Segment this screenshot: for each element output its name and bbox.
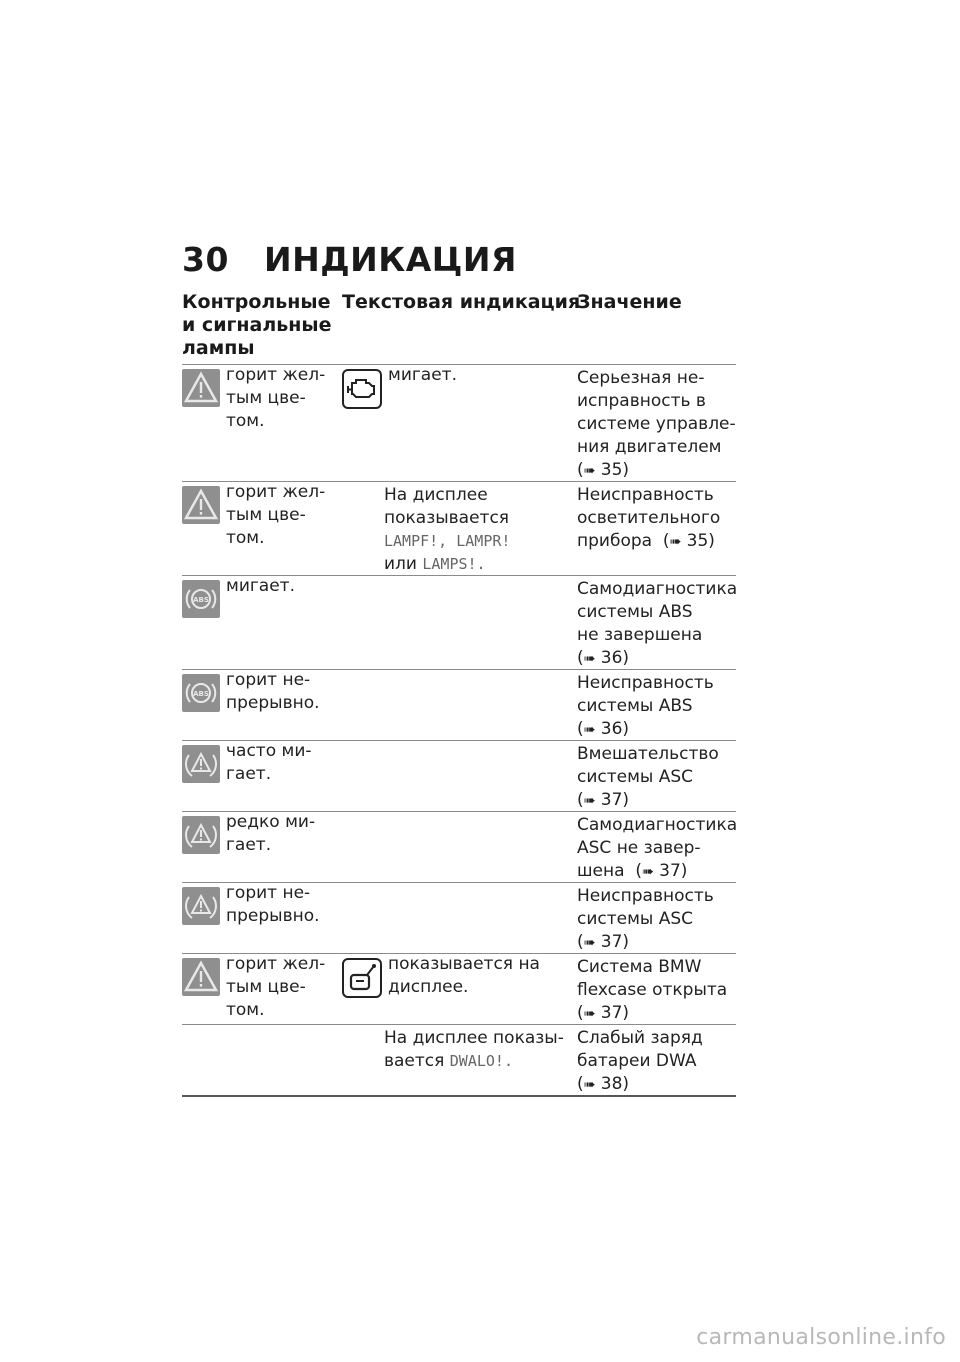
meaning-text: Вмешательство системы ASC (➠ 37) [577, 744, 719, 810]
column-header-lamps-line: и сигнальные [182, 314, 332, 336]
lamp-condition: горит не- прерывно. [226, 670, 320, 713]
meaning-text: Серьезная не- исправность в системе управле- ния двигателем (➠ 35) [577, 368, 736, 480]
page-reference-arrow-icon: ➠ [642, 864, 654, 880]
page-reference[interactable]: 37) [600, 790, 630, 810]
column-header-meaning: Значение [577, 291, 682, 313]
warning-triangle-icon [182, 486, 220, 524]
svg-text:ABS: ABS [193, 690, 209, 698]
page-reference[interactable]: 35) [600, 460, 630, 480]
lamp-condition: горит не- прерывно. [226, 883, 320, 926]
page-reference[interactable]: 38) [600, 1074, 630, 1094]
page-reference-arrow-icon: ➠ [669, 534, 682, 550]
page-reference[interactable]: 36) [600, 719, 630, 739]
page-reference[interactable]: 37) [600, 1003, 630, 1023]
column-header-lamps-line: лампы [182, 337, 255, 359]
watermark: carmanualsonline.info [696, 1325, 946, 1350]
page-reference-arrow-icon: ➠ [583, 1077, 596, 1093]
asc-icon [182, 887, 220, 925]
page-reference-arrow-icon: ➠ [583, 722, 596, 738]
meaning-text: Слабый заряд батареи DWA (➠ 38) [577, 1028, 703, 1094]
page-reference-arrow-icon: ➠ [583, 1006, 596, 1022]
lamp-condition: мигает. [226, 576, 295, 596]
flexcase-icon [342, 958, 382, 998]
page-reference-arrow-icon: ➠ [583, 651, 596, 667]
lamp-condition: горит жел- тым цве- том. [226, 482, 326, 548]
warning-triangle-icon [182, 369, 220, 407]
display-code: LAMPF!, LAMPR! [384, 532, 511, 550]
column-header-lamps-line: Контрольные [182, 291, 331, 313]
lamp-condition: горит жел- тым цве- том. [226, 954, 326, 1020]
asc-icon [182, 745, 220, 783]
meaning-text: Неисправность осветительного прибора (➠ 35) [577, 485, 721, 551]
meaning-text: Неисправность системы ASC (➠ 37) [577, 886, 714, 952]
display-text: На дисплее показывается LAMPF!, LAMPR! или LAMPS!. [384, 484, 564, 576]
display-text: показывается на дисплее. [388, 954, 540, 997]
display-text: мигает. [388, 365, 457, 385]
page-number: 30 [182, 240, 229, 279]
display-code: DWALO!. [449, 1052, 513, 1070]
section-title: ИНДИКАЦИЯ [264, 240, 517, 279]
page-reference-arrow-icon: ➠ [583, 793, 596, 809]
asc-icon [182, 816, 220, 854]
lamp-condition: горит жел- тым цве- том. [226, 365, 326, 431]
page-reference[interactable]: 36) [600, 648, 630, 668]
page-reference[interactable]: 37) [659, 861, 688, 881]
meaning-text: Система BMW flexcase открыта (➠ 37) [577, 957, 728, 1023]
meaning-text: Самодиагностика ASC не завер- шена (➠ 37) [577, 815, 738, 881]
abs-icon [182, 580, 220, 618]
abs-icon [182, 674, 220, 712]
lamp-condition: редко ми- гает. [226, 812, 316, 855]
svg-text:ABS: ABS [193, 596, 209, 604]
warning-triangle-icon [182, 958, 220, 996]
page-reference[interactable]: 35) [686, 531, 715, 551]
display-text: На дисплее показы- вается DWALO!. [384, 1028, 564, 1071]
display-code: LAMPS!. [422, 555, 486, 573]
page-reference-arrow-icon: ➠ [583, 463, 596, 479]
page-reference[interactable]: 37) [600, 932, 630, 952]
engine-icon [342, 369, 382, 409]
column-header-display: Текстовая индикация [342, 291, 581, 313]
meaning-text: Самодиагностика системы ABS не завершена (➠ 36) [577, 579, 738, 668]
page-header [182, 240, 517, 279]
column-header-lamps [182, 291, 332, 360]
meaning-text: Неисправность системы ABS (➠ 36) [577, 673, 714, 739]
page-reference-arrow-icon: ➠ [583, 935, 596, 951]
lamp-condition: часто ми- гает. [226, 741, 312, 784]
